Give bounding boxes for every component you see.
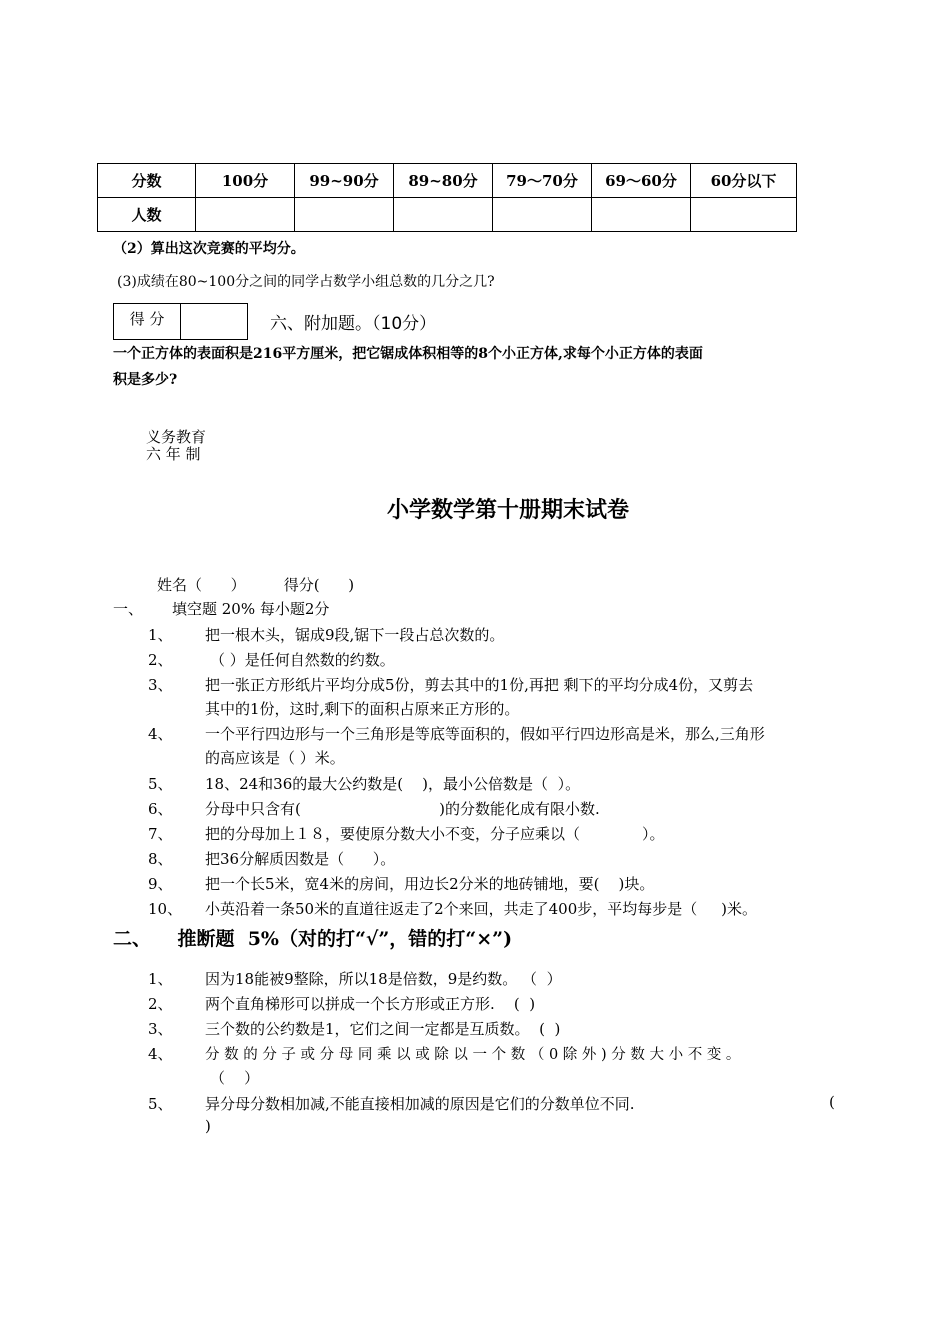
- list-item-bracket: ): [205, 1117, 211, 1135]
- edu-label: 义务教育: [146, 428, 207, 446]
- table-cell[interactable]: [691, 198, 797, 232]
- table-cell: 100分: [196, 164, 295, 198]
- section-6-text: 积是多少?: [113, 372, 178, 388]
- question-3: (3)成绩在80~100分之间的同学占数学小组总数的几分之几?: [117, 274, 495, 290]
- list-item-num: 4、: [148, 1045, 173, 1063]
- table-cell: 人数: [98, 198, 196, 232]
- list-item-num: 10、: [148, 900, 183, 918]
- list-item: 把一张正方形纸片平均分成5份，剪去其中的1份,再把 剩下的平均分成4份，又剪去: [205, 676, 754, 694]
- list-item-num: 2、: [148, 995, 173, 1013]
- score-box-label: 得 分: [114, 304, 181, 339]
- list-item-bracket: (: [829, 1093, 835, 1111]
- list-item: 小英沿着一条50米的直道往返走了2个来回，共走了400步，平均每步是（ )米。: [205, 900, 757, 918]
- list-item: （ ）: [210, 1069, 260, 1087]
- list-item: 把一个长5米，宽4米的房间，用边长2分米的地砖铺地，要( )块。: [205, 875, 655, 893]
- edu-label: 六 年 制: [146, 445, 201, 463]
- list-item: 因为18能被9整除，所以18是倍数，9是约数。 （ ）: [205, 970, 562, 988]
- list-item: 分母中只含有( )的分数能化成有限小数.: [205, 800, 600, 818]
- list-item-num: 2、: [148, 651, 173, 669]
- list-item-num: 3、: [148, 1020, 173, 1038]
- list-item-num: 8、: [148, 850, 173, 868]
- list-item: 一个平行四边形与一个三角形是等底等面积的，假如平行四边形高是米，那么,三角形: [205, 725, 765, 743]
- table-cell: 分数: [98, 164, 196, 198]
- section-6-text: 一个正方体的表面积是216平方厘米，把它锯成体积相等的8个小正方体,求每个小正方体的表面: [113, 346, 703, 362]
- table-cell[interactable]: [295, 198, 394, 232]
- table-cell: 60分以下: [691, 164, 797, 198]
- list-item-num: 9、: [148, 875, 173, 893]
- section-2-title: 二、 推断题 5%（对的打“√”，错的打“×”): [113, 928, 513, 950]
- score-table: [97, 163, 797, 232]
- list-item: 把一根木头，锯成9段,锯下一段占总次数的。: [205, 626, 505, 644]
- list-item-num: 1、: [148, 970, 173, 988]
- list-item: 18、24和36的最大公约数是( )，最小公倍数是（ ）。: [205, 775, 581, 793]
- table-cell[interactable]: [493, 198, 592, 232]
- list-item-num: 3、: [148, 676, 173, 694]
- list-item-num: 6、: [148, 800, 173, 818]
- table-cell: 99~90分: [295, 164, 394, 198]
- page-title: 小学数学第十册期末试卷: [387, 497, 630, 523]
- question-2: （2）算出这次竞赛的平均分。: [113, 241, 305, 257]
- list-item-num: 7、: [148, 825, 173, 843]
- section-1-title: 填空题 20% 每小题2分: [172, 600, 330, 618]
- list-item: 分 数 的 分 子 或 分 母 同 乘 以 或 除 以 一 个 数 （ 0 除 外 ) 分 数 大 小 不 变 。: [205, 1047, 741, 1063]
- name-score-line: 姓名（ ） 得分( ): [157, 576, 355, 594]
- table-cell[interactable]: [394, 198, 493, 232]
- table-cell: 69～60分: [592, 164, 691, 198]
- table-cell[interactable]: [592, 198, 691, 232]
- table-cell: 89~80分: [394, 164, 493, 198]
- score-box: [113, 303, 248, 340]
- table-cell[interactable]: [196, 198, 295, 232]
- list-item: 把的分母加上１８，要使原分数大小不变，分子应乘以（ ）。: [205, 825, 665, 843]
- list-item: 异分母分数相加减,不能直接相加减的原因是它们的分数单位不同.: [205, 1095, 635, 1113]
- list-item: 其中的1份，这时,剩下的面积占原来正方形的。: [205, 700, 520, 718]
- list-item-num: 5、: [148, 775, 173, 793]
- list-item-num: 5、: [148, 1095, 173, 1113]
- list-item: 三个数的公约数是1，它们之间一定都是互质数。 ( ): [205, 1020, 561, 1038]
- list-item: （ ）是任何自然数的约数。: [210, 651, 395, 669]
- section-6-title: 六、附加题。（10分）: [270, 314, 437, 334]
- table-row: [98, 198, 797, 232]
- list-item: 的高应该是（ ）米。: [205, 749, 345, 767]
- list-item: 把36分解质因数是（ ）。: [205, 850, 396, 868]
- section-1-num: 一、: [113, 600, 144, 618]
- table-cell: 79～70分: [493, 164, 592, 198]
- list-item-num: 1、: [148, 626, 173, 644]
- table-row: [98, 164, 797, 198]
- list-item: 两个直角梯形可以拼成一个长方形或正方形. ( ): [205, 995, 536, 1013]
- list-item-num: 4、: [148, 725, 173, 743]
